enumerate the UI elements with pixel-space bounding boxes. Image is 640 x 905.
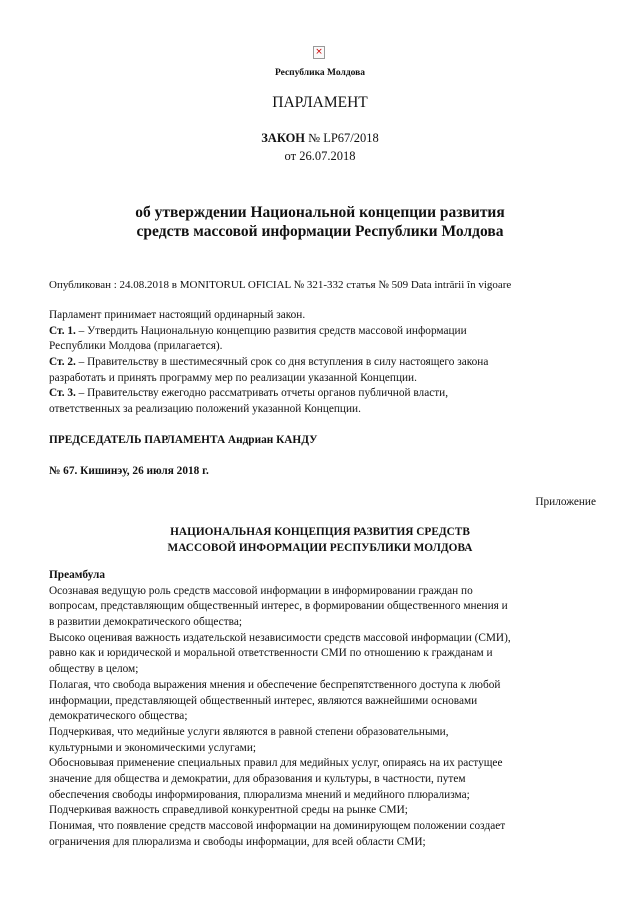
law-number: № LP67/2018 [308, 131, 379, 145]
preamble-line: обеспечения свободы информирования, плюрализма мнений и медийного плюрализма; [49, 788, 470, 801]
preamble-line: обществу в целом; [49, 663, 139, 676]
preamble-line: Обосновывая применение специальных правил для медийных услуг, опираясь на их растущее [49, 757, 503, 770]
law-heading [0, 131, 640, 146]
number-place-date: № 67. Кишинэу, 26 июля 2018 г. [49, 465, 209, 477]
preamble-line: Понимая, что появление средств массовой информации на доминирующем положении создает [49, 820, 506, 832]
preamble [49, 568, 511, 850]
preamble-line: Подчеркивая важность справедливой конкурентной среды на рынке СМИ; [49, 804, 408, 817]
annex-title-line: НАЦИОНАЛЬНАЯ КОНЦЕПЦИЯ РАЗВИТИЯ СРЕДСТВ [170, 526, 470, 538]
article-label: Ст. 1. [49, 324, 76, 337]
preamble-line: информации, представляющей общественный интерес, являются важнейшими основами [49, 694, 478, 707]
law-body [49, 308, 488, 418]
article-label: Ст. 3. [49, 387, 76, 400]
preamble-line: ограничения для плюрализма и свободы информации, для всей области СМИ; [49, 835, 426, 848]
annex-title-line: МАССОВОЙ ИНФОРМАЦИИ РЕСПУБЛИКИ МОЛДОВА [167, 541, 473, 554]
preamble-line: вопросам, представляющим общественный интерес, в формировании общественного мнения и [49, 600, 508, 613]
law-label: ЗАКОН [261, 131, 306, 145]
publication-info: Опубликован : 24.08.2018 в MONITORUL OFICIAL № 321-332 статья № 509 Data intrării în vigoare [49, 279, 512, 291]
article-text: ответственных за реализацию положений указанной Концепции. [49, 403, 361, 416]
law-date: от 26.07.2018 [284, 149, 356, 163]
annex-label: Приложение [535, 496, 596, 508]
preamble-line: в развитии демократического общества; [49, 616, 242, 629]
article-text: – Правительству в шестимесячный срок со дня вступления в силу настоящего закона [78, 356, 489, 369]
law-title [0, 203, 640, 241]
preamble-line: значение для общества и демократии, для образования и культуры, в частности, путем [49, 772, 466, 785]
preamble-line: равно как и юридической и моральной ответственности СМИ по отношению к гражданам и [49, 647, 493, 660]
preamble-text [49, 584, 511, 851]
article-text: Республики Молдова (прилагается). [49, 340, 223, 353]
article-3 [49, 386, 488, 402]
preamble-line: Полагая, что свобода выражения мнения и обеспечение беспрепятственного доступа к любой [49, 678, 501, 691]
broken-image-icon: × [313, 46, 325, 59]
country-name: Республика Молдова [274, 68, 366, 78]
article-2 [49, 355, 488, 371]
article-1 [49, 324, 488, 340]
intro-text: Парламент принимает настоящий ординарный закон. [49, 309, 306, 321]
article-text: – Утвердить Национальную концепцию развития средств массовой информации [78, 324, 467, 337]
preamble-line: Осознавая ведущую роль средств массовой информации в информировании граждан по [49, 584, 473, 597]
signature: ПРЕДСЕДАТЕЛЬ ПАРЛАМЕНТА Андриан КАНДУ [49, 434, 318, 446]
article-text: – Правительству ежегодно рассматривать отчеты органов публичной власти, [78, 387, 449, 400]
preamble-line: культурными и экономическими услугами; [49, 741, 257, 754]
preamble-line: Высоко оценивая важность издательской независимости средств массовой информации (СМИ), [49, 631, 511, 644]
preamble-line: демократического общества; [49, 710, 188, 723]
preamble-heading: Преамбула [49, 569, 105, 581]
institution-name: ПАРЛАМЕНТ [272, 94, 368, 111]
preamble-line: Подчеркивая, что медийные услуги являются в равной степени образовательными, [49, 725, 449, 738]
article-label: Ст. 2. [49, 356, 76, 369]
law-title-line: об утверждении Национальной концепции развития [135, 204, 505, 221]
law-title-line: средств массовой информации Республики Молдова [136, 223, 504, 240]
article-text: разработать и принять программу мер по реализации указанной Концепции. [49, 371, 417, 384]
annex-title [0, 525, 640, 556]
